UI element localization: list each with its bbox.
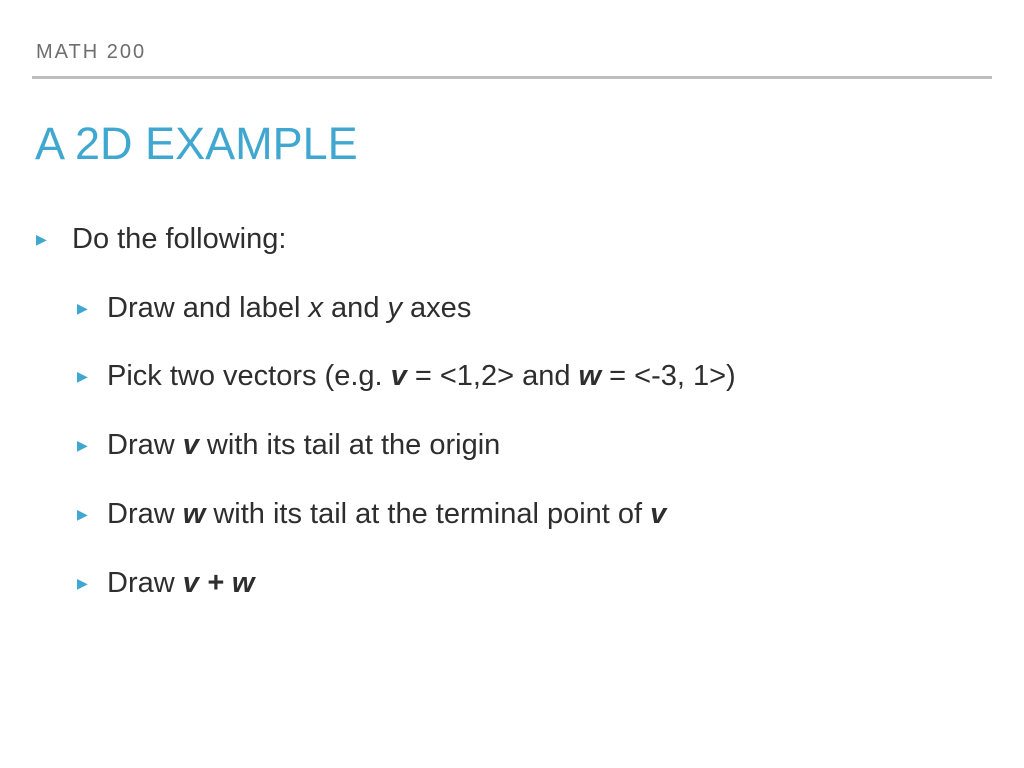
bullet-text: Do the following: [72, 223, 287, 255]
bullet-text: Draw w with its tail at the terminal point of v [107, 498, 667, 530]
vector-v: v [390, 360, 407, 392]
bullet-text: Draw and label x and y axes [107, 292, 472, 324]
sub-bullet-pick-vectors [77, 359, 736, 394]
course-label: MATH 200 [36, 41, 147, 63]
var-y: y [387, 292, 402, 324]
vector-v: v [650, 498, 667, 530]
var-x: x [308, 292, 323, 324]
triangle-bullet-icon: ▶ [77, 437, 88, 453]
triangle-bullet-icon: ▶ [77, 368, 88, 384]
bullet-text: Draw v with its tail at the origin [107, 429, 501, 461]
sub-bullet-draw-sum [77, 566, 254, 601]
triangle-bullet-icon: ▶ [77, 575, 88, 591]
slide-title: A 2D EXAMPLE [35, 118, 358, 169]
vector-w: w [578, 360, 602, 392]
bullet-text: Pick two vectors (e.g. v = <1,2> and w = <-3, 1>) [107, 360, 736, 392]
header-divider [32, 76, 992, 79]
triangle-bullet-icon: ▶ [77, 506, 88, 522]
bullet-main [36, 222, 286, 257]
vector-sum: v + w [182, 567, 255, 599]
vector-v: v [182, 429, 199, 461]
bullet-text: Draw v + w [107, 567, 255, 599]
sub-bullet-axes [77, 291, 471, 326]
vector-w: w [182, 498, 206, 530]
triangle-bullet-icon: ▶ [36, 231, 47, 247]
sub-bullet-draw-v [77, 428, 500, 463]
sub-bullet-draw-w [77, 497, 666, 532]
triangle-bullet-icon: ▶ [77, 300, 88, 316]
